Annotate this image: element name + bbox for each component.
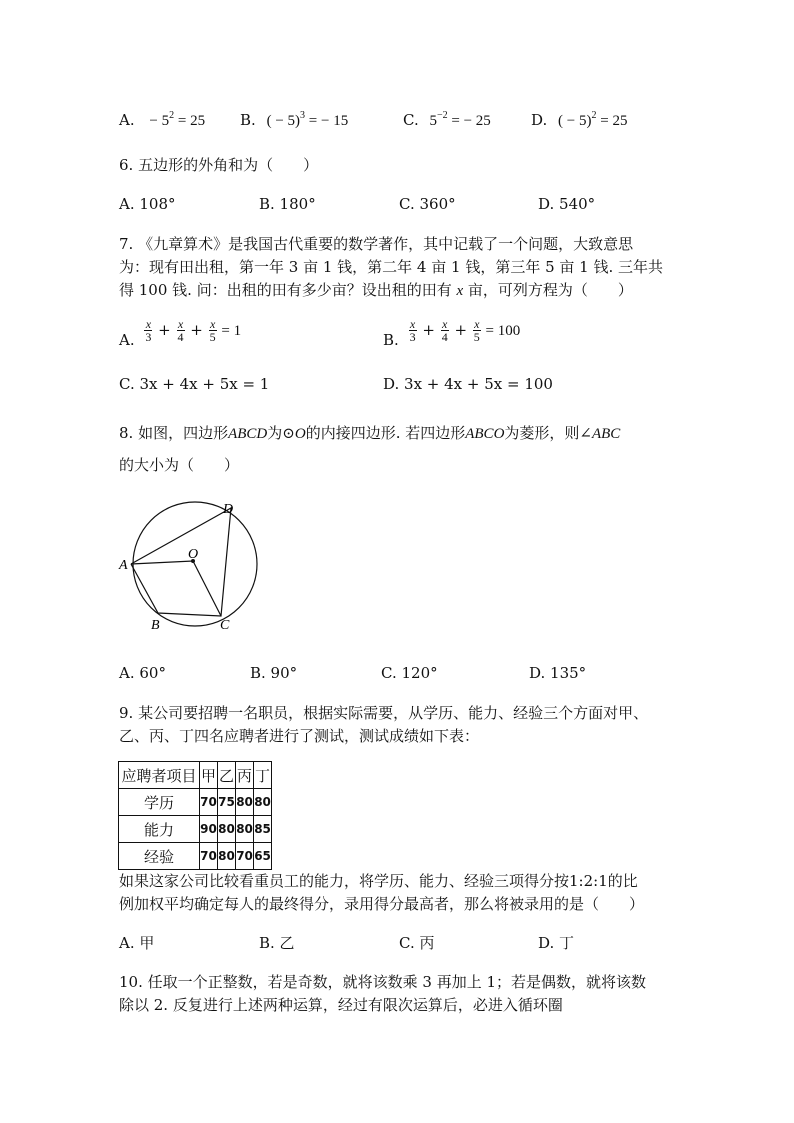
row-item: 学历 (119, 789, 200, 816)
q8-line-2: 的大小为（ ） (119, 456, 240, 474)
table-header-cell: 甲 (200, 762, 218, 789)
q7-option-a: A. $\frac{x}{3}$ + $\frac{x}{4}$ + $\frac{x}{5}$ = 1 (119, 317, 242, 349)
q7-option-d: D. 3x + 4x + 5x = 100 (383, 375, 553, 393)
q6-stem: 6. 五边形的外角和为（ ） (119, 156, 319, 174)
score-cell: 65 (254, 843, 272, 870)
score-cell: 80 (218, 816, 236, 843)
q6-option-c: C. 360° (399, 195, 456, 213)
row-item: 能力 (119, 816, 200, 843)
score-cell: 70 (200, 843, 218, 870)
q7-line-2: 为：现有田出租，第一年 3 亩 1 钱，第二年 4 亩 1 钱，第三年 5 亩 1 钱. 三年共 (119, 258, 664, 276)
table-header-cell: 应聘者项目 (119, 762, 200, 789)
q9-line-1: 9. 某公司要招聘一名职员，根据实际需要，从学历、能力、经验三个方面对甲、 (119, 704, 649, 722)
table-header-row (119, 762, 272, 789)
q5-option-c: C. $5^{-2}$ = − 25 (403, 110, 491, 129)
circle-quadrilateral-figure (110, 495, 280, 640)
table-header-cell: 乙 (218, 762, 236, 789)
table-row (119, 816, 272, 843)
score-cell: 80 (254, 789, 272, 816)
q9-option-b: B. 乙 (259, 934, 295, 952)
q7-option-b: B. $\frac{x}{3}$ + $\frac{x}{4}$ + $\frac{x}{5}$ = 100 (383, 317, 521, 349)
score-cell: 75 (218, 789, 236, 816)
label-a: A (119, 558, 128, 573)
q9-line-4: 例加权平均确定每人的最终得分，录用得分最高者，那么将被录用的是（ ） (119, 895, 645, 913)
label-o: O (188, 547, 199, 562)
q7-line-3: 得 100 钱. 问：出租的田有多少亩？设出租的田有 x 亩，可列方程为（ ） (119, 281, 633, 299)
q9-option-c: C. 丙 (399, 934, 435, 952)
table-row (119, 843, 272, 870)
q10-line-2: 除以 2. 反复进行上述两种运算，经过有限次运算后，必进入循环圈 (119, 996, 563, 1014)
q5-option-b: B. ( − 5)$^3$ = − 15 (240, 110, 349, 129)
score-cell: 85 (254, 816, 272, 843)
table-header-cell: 丙 (236, 762, 254, 789)
q9-line-3: 如果这家公司比较看重员工的能力，将学历、能力、经验三项得分按1:2:1的比 (119, 872, 638, 890)
q6-option-b: B. 180° (259, 195, 316, 213)
score-cell: 80 (236, 789, 254, 816)
q10-line-1: 10. 任取一个正整数，若是奇数，就将该数乘 3 再加上 1；若是偶数，就将该数 (119, 973, 647, 991)
label-c: C (220, 618, 230, 633)
table-row (119, 789, 272, 816)
q5-option-d: D. ( − 5)$^2$ = 25 (531, 110, 628, 129)
score-table (118, 761, 272, 870)
q8-option-d: D. 135° (529, 664, 587, 682)
score-cell: 70 (236, 843, 254, 870)
label-d: D (223, 502, 234, 517)
table-header-cell: 丁 (254, 762, 272, 789)
q9-line-2: 乙、丙、丁四名应聘者进行了测试，测试成绩如下表： (119, 727, 480, 745)
q8-option-b: B. 90° (250, 664, 298, 682)
q7-line-1: 7. 《九章算术》是我国古代重要的数学著作，其中记载了一个问题，大致意思 (119, 235, 634, 253)
q5-option-a: A. − $5^2 = 25$ (119, 110, 206, 129)
row-item: 经验 (119, 843, 200, 870)
q6-option-a: A. 108° (119, 195, 176, 213)
q8-line-1: 8. 如图，四边形ABCD为⊙O的内接四边形. 若四边形ABCO为菱形，则∠ABC (119, 424, 621, 442)
q8-option-a: A. 60° (119, 664, 166, 682)
q7-option-c: C. 3x + 4x + 5x = 1 (119, 375, 270, 393)
q8-option-c: C. 120° (381, 664, 438, 682)
label-b: B (151, 618, 160, 633)
score-cell: 90 (200, 816, 218, 843)
q9-option-a: A. 甲 (119, 934, 155, 952)
score-cell: 80 (218, 843, 236, 870)
q9-option-d: D. 丁 (538, 934, 575, 952)
score-cell: 70 (200, 789, 218, 816)
q6-option-d: D. 540° (538, 195, 596, 213)
score-cell: 80 (236, 816, 254, 843)
